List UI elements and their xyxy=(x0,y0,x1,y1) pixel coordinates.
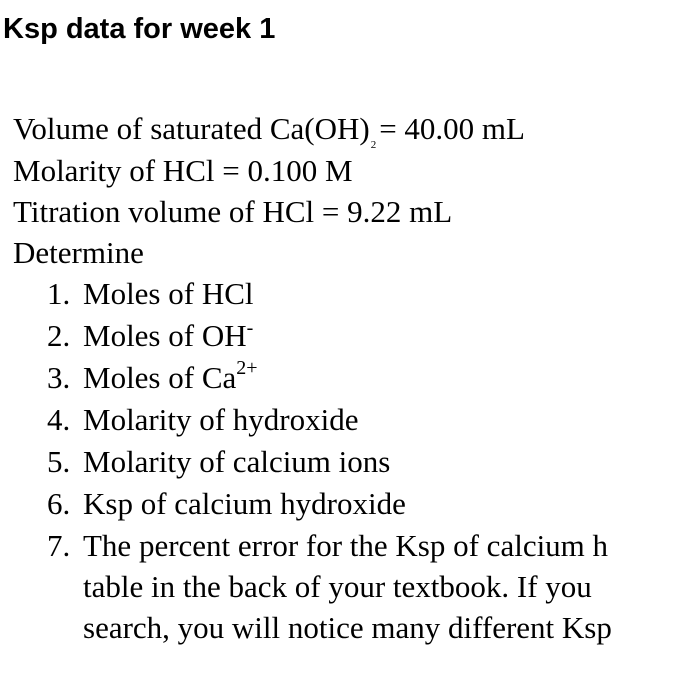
given-volume-value: = 40.00 mL xyxy=(379,111,525,146)
task-number: 4. xyxy=(47,402,71,437)
task-number: 2. xyxy=(47,318,71,353)
task-text: Moles of Ca xyxy=(83,360,237,395)
determine-label: Determine xyxy=(13,235,144,270)
task-item-2 xyxy=(13,315,673,357)
task-number: 1. xyxy=(47,276,71,311)
task-number: 5. xyxy=(47,444,71,479)
task-list xyxy=(13,273,673,648)
page-title: Ksp data for week 1 xyxy=(3,13,276,45)
task-text-line-1: The percent error for the Ksp of calcium h xyxy=(83,528,609,563)
problem-body xyxy=(13,108,673,648)
task-text: Molarity of calcium ions xyxy=(83,444,391,479)
task-item-4 xyxy=(13,399,673,441)
superscript-charge: 2+ xyxy=(236,357,258,379)
subscript-2: 2 xyxy=(370,139,377,151)
task-item-3 xyxy=(13,357,673,399)
task-item-6 xyxy=(13,483,673,525)
given-volume-label: Volume of saturated Ca(OH) xyxy=(13,111,370,146)
task-item-7 xyxy=(13,525,673,648)
task-text-line-3: search, you will notice many different Ksp xyxy=(83,610,612,645)
task-text: Moles of OH xyxy=(83,318,247,353)
task-number: 7. xyxy=(47,528,71,563)
given-titration-volume: Titration volume of HCl = 9.22 mL xyxy=(13,194,453,229)
task-text-line-2: table in the back of your textbook. If you xyxy=(83,569,592,604)
task-text: Moles of HCl xyxy=(83,276,254,311)
task-text: Molarity of hydroxide xyxy=(83,402,359,437)
given-molarity: Molarity of HCl = 0.100 M xyxy=(13,153,353,188)
task-text: Ksp of calcium hydroxide xyxy=(83,486,406,521)
task-number: 3. xyxy=(47,360,71,395)
task-number: 6. xyxy=(47,486,71,521)
given-volume xyxy=(13,108,673,150)
superscript-minus: - xyxy=(246,317,254,339)
task-item-1 xyxy=(13,273,673,315)
task-item-5 xyxy=(13,441,673,483)
